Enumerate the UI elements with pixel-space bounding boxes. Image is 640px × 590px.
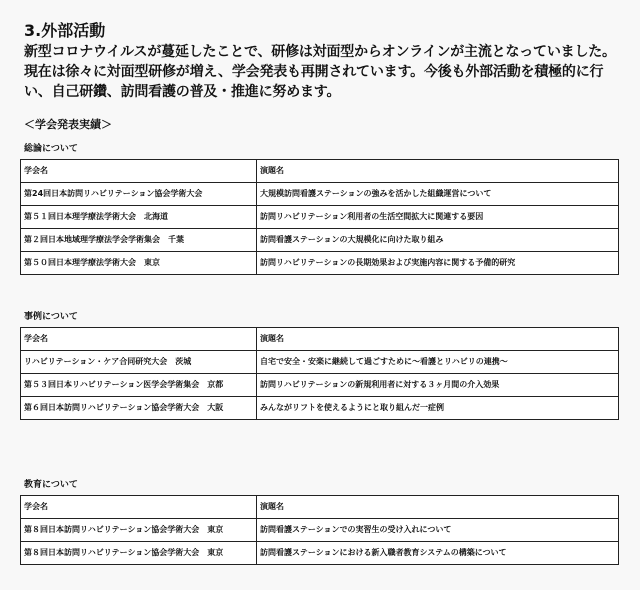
table-row (21, 397, 619, 420)
general-presentations-table (20, 159, 619, 275)
header-title: 演題名 (257, 328, 619, 351)
education-section-title: 教育について (24, 480, 78, 490)
table-row (21, 252, 619, 275)
conference-cell: 第５０回日本理学療法学術大会 東京 (21, 252, 257, 275)
header-conference: 学会名 (21, 328, 257, 351)
table-header-row (21, 160, 619, 183)
case-section-title: 事例について (24, 312, 78, 322)
case-presentations-table (20, 327, 619, 420)
section-heading: 3.外部活動 (24, 21, 106, 40)
conference-cell: リハビリテーション・ケア合同研究大会 茨城 (21, 351, 257, 374)
table-row (21, 229, 619, 252)
table-row (21, 542, 619, 565)
table-row (21, 374, 619, 397)
conference-cell: 第５１回日本理学療法学術大会 北海道 (21, 206, 257, 229)
title-cell: 訪問リハビリテーションの新規利用者に対する３ヶ月間の介入効果 (257, 374, 619, 397)
conference-cell: 第８回日本訪問リハビリテーション協会学術大会 東京 (21, 519, 257, 542)
table-row (21, 519, 619, 542)
conference-cell: 第24回日本訪問リハビリテーション協会学術大会 (21, 183, 257, 206)
header-title: 演題名 (257, 496, 619, 519)
title-cell: 訪問看護ステーションの大規模化に向けた取り組み (257, 229, 619, 252)
education-presentations-table (20, 495, 619, 565)
header-title: 演題名 (257, 160, 619, 183)
title-cell: 訪問リハビリテーション利用者の生活空間拡大に関連する要因 (257, 206, 619, 229)
intro-paragraph: 新型コロナウイルスが蔓延したことで、研修は対面型からオンラインが主流となっていました。現在は徐々に対面型研修が増え、学会発表も再開されています。今後も外部活動を積極的に行い、自己研鑽、訪問看護の普及・推進に努めます。 (24, 44, 616, 100)
table-row (21, 183, 619, 206)
header-conference: 学会名 (21, 496, 257, 519)
title-cell: 訪問看護ステーションでの実習生の受け入れについて (257, 519, 619, 542)
table-row (21, 206, 619, 229)
table-header-row (21, 496, 619, 519)
conference-cell: 第６回日本訪問リハビリテーション協会学術大会 大阪 (21, 397, 257, 420)
title-cell: みんながリフトを使えるようにと取り組んだ一症例 (257, 397, 619, 420)
general-section-title: 総論について (24, 144, 78, 154)
table-header-row (21, 328, 619, 351)
conference-cell: 第５３回日本リハビリテーション医学会学術集会 京都 (21, 374, 257, 397)
table-row (21, 351, 619, 374)
title-cell: 訪問看護ステーションにおける新入職者教育システムの構築について (257, 542, 619, 565)
title-cell: 自宅で安全・安楽に継続して過ごすために～看護とリハビリの連携～ (257, 351, 619, 374)
presentation-record-subheading: ＜学会発表実績＞ (24, 118, 112, 131)
conference-cell: 第２回日本地域理学療法学会学術集会 千葉 (21, 229, 257, 252)
conference-cell: 第８回日本訪問リハビリテーション協会学術大会 東京 (21, 542, 257, 565)
title-cell: 訪問リハビリテーションの長期効果および実施内容に関する予備的研究 (257, 252, 619, 275)
header-conference: 学会名 (21, 160, 257, 183)
title-cell: 大規模訪問看護ステーションの強みを活かした組織運営について (257, 183, 619, 206)
